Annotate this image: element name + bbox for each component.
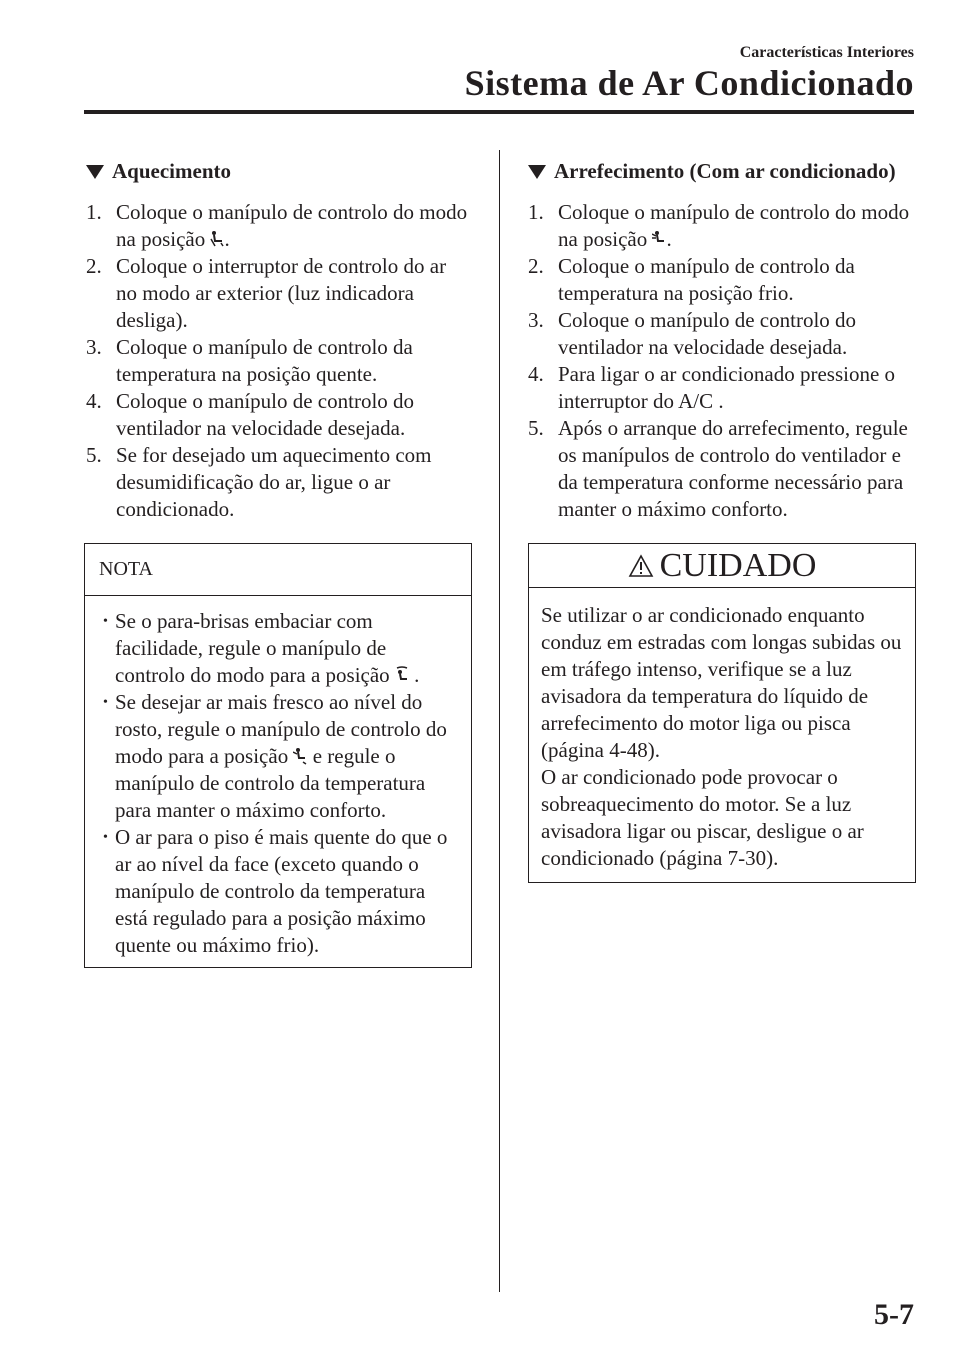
page-number: 5-7 xyxy=(874,1298,914,1331)
face-mode-icon xyxy=(652,230,666,248)
list-item xyxy=(86,442,472,523)
step-number: 2. xyxy=(528,254,544,278)
list-item: • Se o para-brisas embaciar com facilidade, regule o manípulo de controlo do modo para a posição . xyxy=(103,609,420,687)
note-text: O ar para o piso é mais quente do que o ar ao nível da face (exceto quando o manípulo de controlo da temperatura está regulado para a posição máximo quente ou máximo frio). xyxy=(115,825,448,957)
step-number: 1. xyxy=(86,200,102,224)
list-item xyxy=(528,253,916,307)
bullet-icon: • xyxy=(103,695,108,710)
step-number: 2. xyxy=(86,254,102,278)
left-column xyxy=(86,158,472,968)
step-text: Coloque o manípulo de controlo do modo na posição xyxy=(558,200,910,251)
step-number: 5. xyxy=(528,416,544,440)
floor-defrost-mode-icon xyxy=(395,666,409,684)
step-number: 5. xyxy=(86,443,102,467)
step-text: Após o arranque do arrefecimento, regule os manípulos de controlo do ventilador e da temperatura conforme necessário para manter o máximo conforto. xyxy=(558,416,908,521)
foot-mode-icon xyxy=(210,230,224,248)
heating-steps xyxy=(86,199,472,523)
list-item xyxy=(528,415,916,523)
step-text: Para ligar o ar condicionado pressione o interruptor do A/C . xyxy=(558,362,896,413)
warning-triangle-icon xyxy=(628,554,654,578)
page-title: Sistema de Ar Condicionado xyxy=(464,63,914,103)
step-text: Coloque o interruptor de controlo do ar no modo ar exterior (luz indicadora desliga). xyxy=(116,254,447,332)
note-box xyxy=(84,543,472,968)
caution-box xyxy=(528,543,916,883)
heading-text: Arrefecimento (Com ar condicionado) xyxy=(554,159,896,183)
note-text: Se o para-brisas embaciar com facilidade, regule o manípulo de controlo do modo para a posição xyxy=(115,609,390,687)
bullet-icon: • xyxy=(103,830,108,845)
list-item: 1. Coloque o manípulo de controlo do modo na posição . xyxy=(528,200,910,251)
step-number: 1. xyxy=(528,200,544,224)
step-number: 3. xyxy=(528,308,544,332)
triangle-bullet-icon xyxy=(86,165,104,179)
list-item xyxy=(86,253,472,334)
step-text: Coloque o manípulo de controlo da temperatura na posição quente. xyxy=(116,335,413,386)
step-text: Coloque o manípulo de controlo do ventilador na velocidade desejada. xyxy=(116,389,415,440)
caution-label: CUIDADO xyxy=(659,547,817,584)
list-item xyxy=(99,824,457,959)
step-text: Se for desejado um aquecimento com desumidificação do ar, ligue o ar condicionado. xyxy=(116,443,432,521)
step-number: 4. xyxy=(528,362,544,386)
list-item: 1. Coloque o manípulo de controlo do modo na posição . xyxy=(86,200,468,251)
bi-level-mode-icon xyxy=(293,747,307,765)
caution-text: Se utilizar o ar condicionado enquanto conduz em estradas com longas subidas ou em tráfego intenso, verifique se a luz avisadora da temperatura do líquido de arrefecimento do motor liga ou pisca (página 4-48). O ar condicionado pode provocar o sobreaquecimento do motor. Se a luz avisadora ligar ou piscar, desligue o ar condicionado (página 7-30). xyxy=(541,603,902,870)
list-item: • Se desejar ar mais fresco ao nível do rosto, regule o manípulo de controlo do modo para a posição e regule o manípulo de controlo da temperatura para manter o máximo conforto. xyxy=(103,690,447,822)
step-text: Coloque o manípulo de controlo do ventilador na velocidade desejada. xyxy=(558,308,857,359)
heading-text: Aquecimento xyxy=(112,159,231,183)
list-item xyxy=(86,334,472,388)
column-divider xyxy=(499,150,500,1292)
list-item xyxy=(528,361,916,415)
step-text: Coloque o manípulo de controlo da temperatura na posição frio. xyxy=(558,254,855,305)
heading-cooling xyxy=(528,158,916,185)
note-list xyxy=(99,608,457,959)
step-number: 4. xyxy=(86,389,102,413)
step-number: 3. xyxy=(86,335,102,359)
heading-heating xyxy=(86,158,472,185)
header-rule xyxy=(84,110,914,114)
triangle-bullet-icon xyxy=(528,165,546,179)
list-item xyxy=(528,307,916,361)
right-column xyxy=(528,158,916,883)
note-text: Se desejar ar mais fresco ao nível do rosto, regule o manípulo de controlo do modo para a posição xyxy=(115,690,447,768)
list-item xyxy=(86,388,472,442)
bullet-icon: • xyxy=(103,614,108,629)
section-label: Características Interiores xyxy=(739,44,914,61)
step-text: Coloque o manípulo de controlo do modo na posição xyxy=(116,200,468,251)
cooling-steps xyxy=(528,199,916,523)
note-label: NOTA xyxy=(85,544,471,596)
